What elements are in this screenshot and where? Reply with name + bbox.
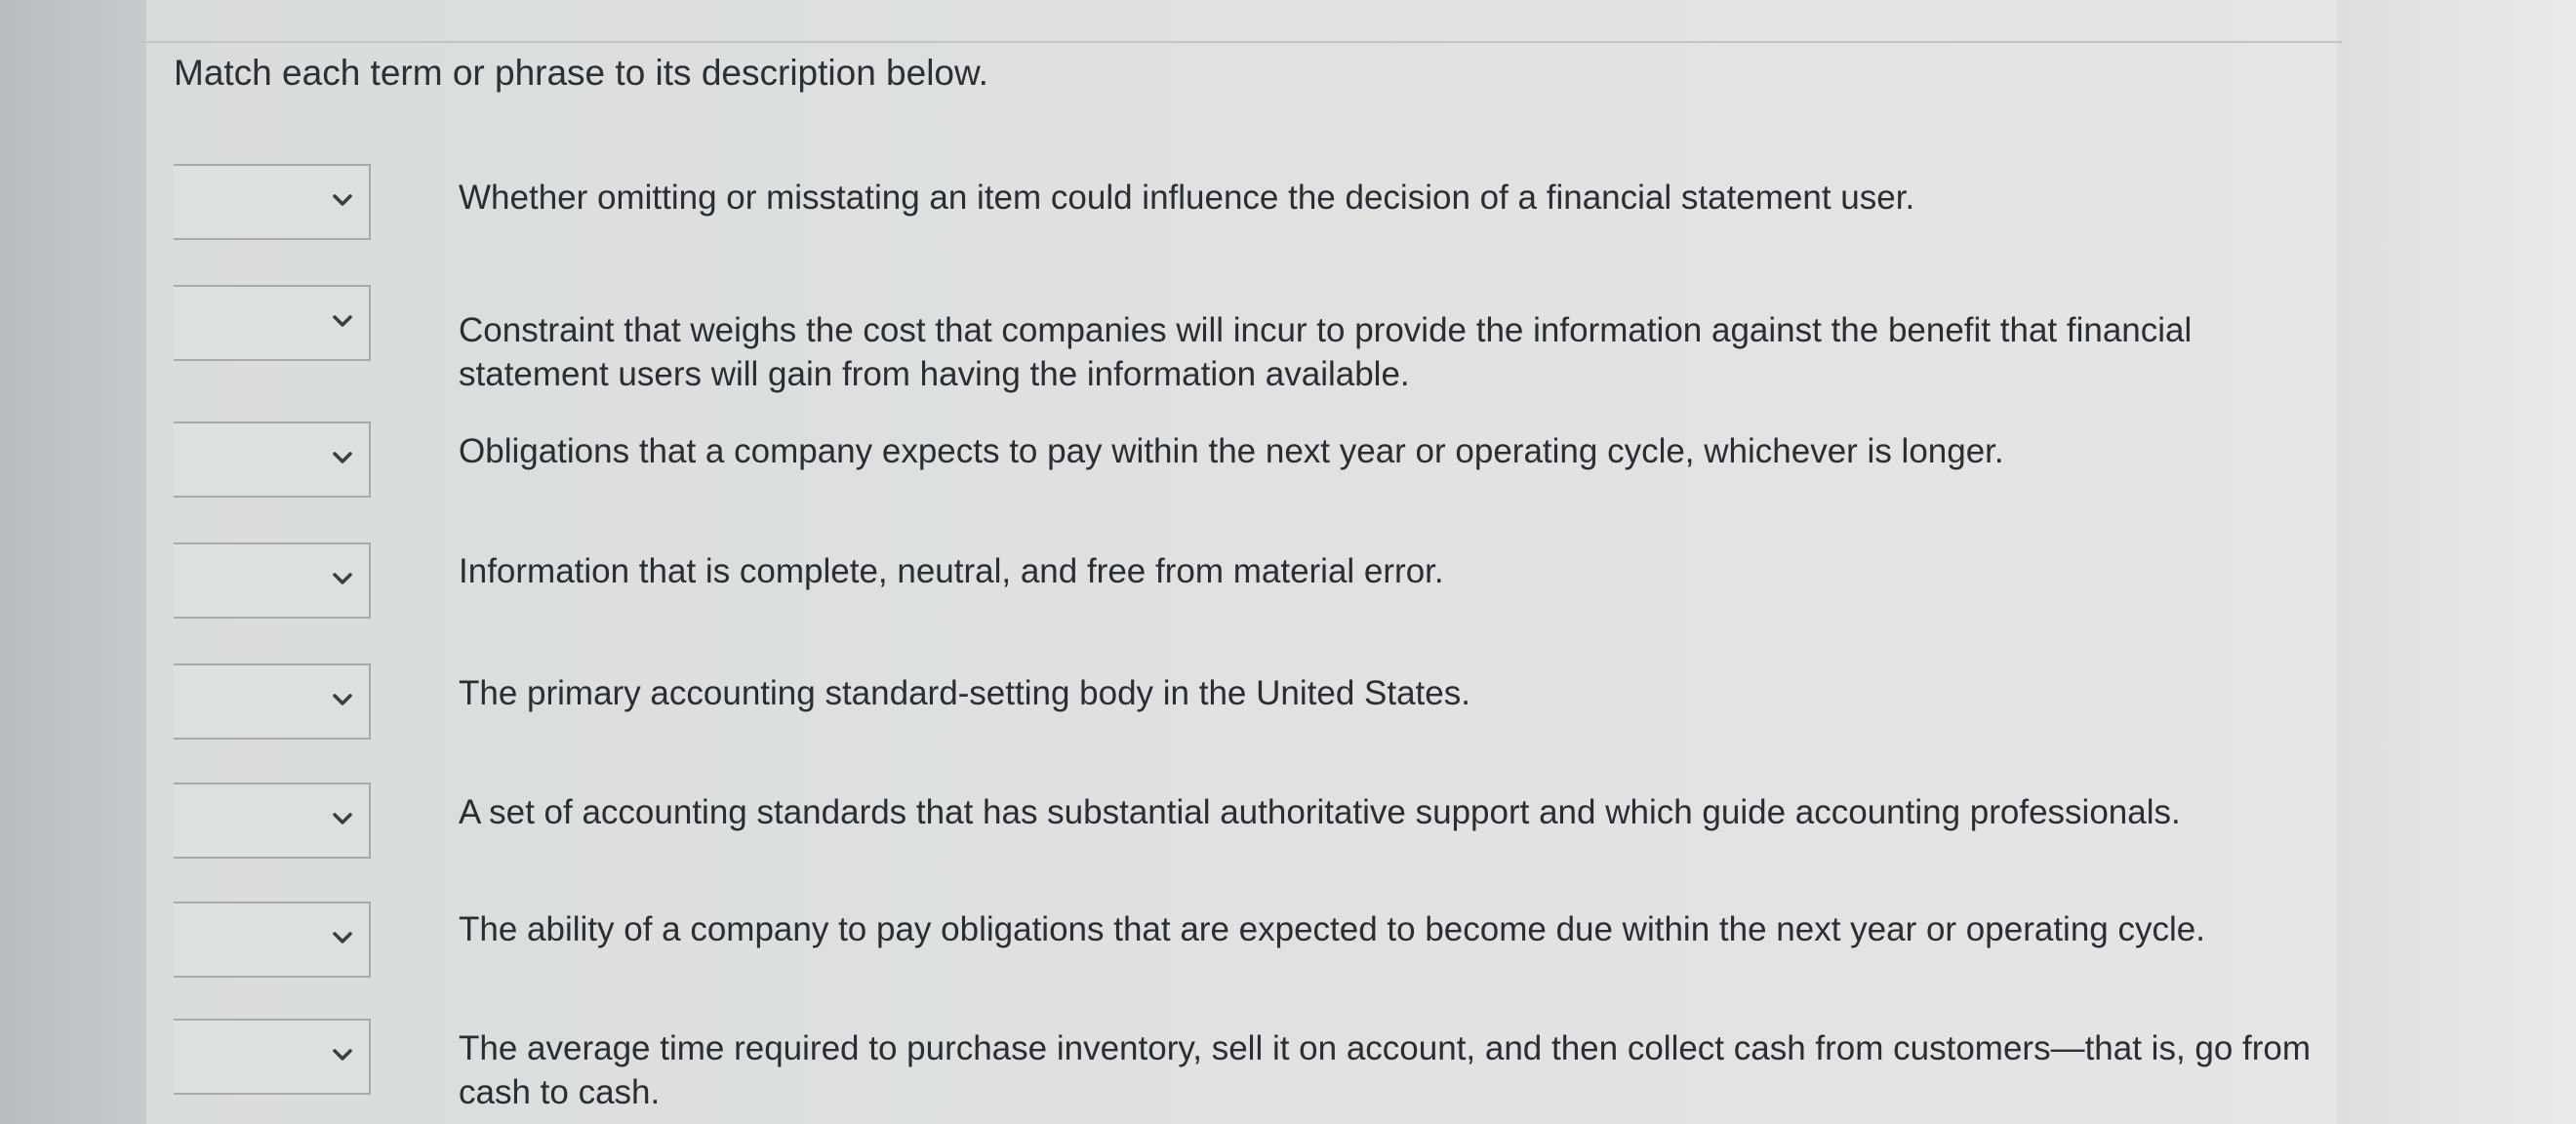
match-dropdown[interactable] xyxy=(174,422,371,498)
match-description: The average time required to purchase inventory, sell it on account, and then collect cash from customers—that is, go from cash to cash. xyxy=(459,1029,2312,1111)
chevron-down-icon xyxy=(330,687,355,712)
chevron-down-icon xyxy=(330,1042,355,1067)
match-dropdown[interactable] xyxy=(174,1019,371,1095)
match-description: Obligations that a company expects to pay within the next year or operating cycle, whichever is longer. xyxy=(459,432,2004,470)
match-dropdown[interactable] xyxy=(174,663,371,740)
match-description: The ability of a company to pay obligations that are expected to become due within the next year or operating cycle. xyxy=(459,910,2205,948)
top-divider xyxy=(137,41,2342,43)
chevron-down-icon xyxy=(330,445,355,470)
chevron-down-icon xyxy=(330,806,355,831)
match-description: A set of accounting standards that has substantial authoritative support and which guide accounting professionals. xyxy=(459,793,2181,831)
match-dropdown[interactable] xyxy=(174,902,371,978)
chevron-down-icon xyxy=(330,187,355,213)
match-description: Constraint that weighs the cost that companies will incur to provide the information against the benefit that financial statement users will gain from having the information available. xyxy=(459,311,2193,393)
match-dropdown[interactable] xyxy=(174,542,371,619)
match-description: Whether omitting or misstating an item could influence the decision of a financial statement user. xyxy=(459,179,1915,217)
background-edge xyxy=(2337,0,2576,1124)
match-description: The primary accounting standard-setting body in the United States. xyxy=(459,674,1470,712)
match-description: Information that is complete, neutral, and free from material error. xyxy=(459,552,1444,590)
match-dropdown[interactable] xyxy=(174,285,371,361)
match-dropdown[interactable] xyxy=(174,783,371,859)
match-dropdown[interactable] xyxy=(174,164,371,240)
instruction-text: Match each term or phrase to its description below. xyxy=(174,53,988,93)
chevron-down-icon xyxy=(330,308,355,334)
chevron-down-icon xyxy=(330,566,355,591)
chevron-down-icon xyxy=(330,925,355,950)
